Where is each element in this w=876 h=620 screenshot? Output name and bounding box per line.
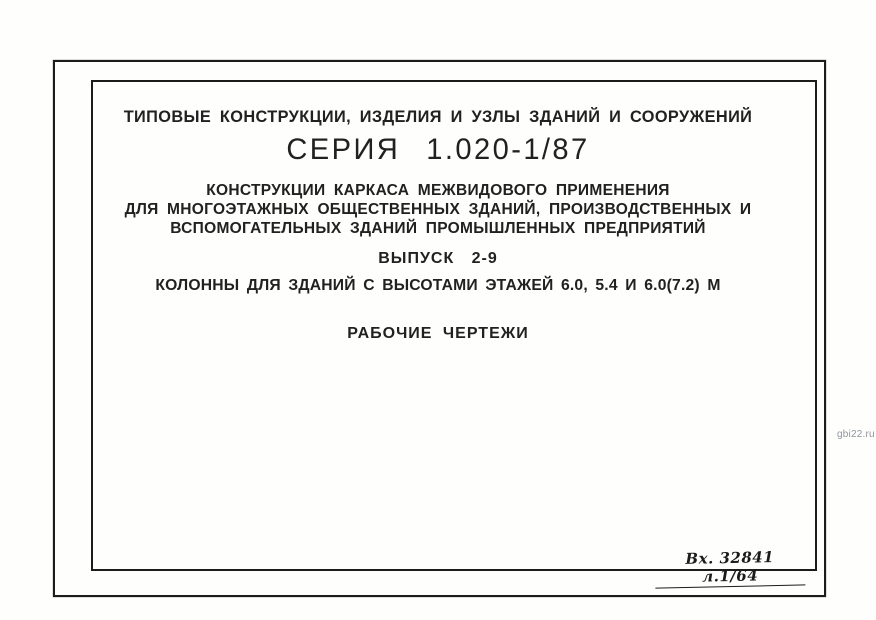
site-watermark: gbi22.ru <box>837 429 875 440</box>
handwritten-incoming-stamp: Вх. 32841 л.1/64 <box>655 547 806 588</box>
columns-description-line: КОЛОННЫ ДЛЯ ЗДАНИЙ С ВЫСОТАМИ ЭТАЖЕЙ 6.0, 5.4 И 6.0(7.2) М <box>155 277 721 294</box>
document-header-line: ТИПОВЫЕ КОНСТРУКЦИИ, ИЗДЕЛИЯ И УЗЛЫ ЗДАНИЙ И СООРУЖЕНИЙ <box>123 107 753 126</box>
subtitle-line: КОНСТРУКЦИИ КАРКАСА МЕЖВИДОВОГО ПРИМЕНЕНИЯ <box>206 182 670 199</box>
document-subtitle <box>13 181 863 238</box>
series-title: СЕРИЯ 1.020-1/87 <box>286 133 590 166</box>
working-drawings-line: РАБОЧИЕ ЧЕРТЕЖИ <box>347 325 529 342</box>
subtitle-line: ДЛЯ МНОГОЭТАЖНЫХ ОБЩЕСТВЕННЫХ ЗДАНИЙ, ПРОИЗВОДСТВЕННЫХ И <box>124 201 752 218</box>
subtitle-line: ВСПОМОГАТЕЛЬНЫХ ЗДАНИЙ ПРОМЫШЛЕННЫХ ПРЕДПРИЯТИЙ <box>170 220 706 237</box>
issue-number-line: ВЫПУСК 2-9 <box>378 250 498 267</box>
